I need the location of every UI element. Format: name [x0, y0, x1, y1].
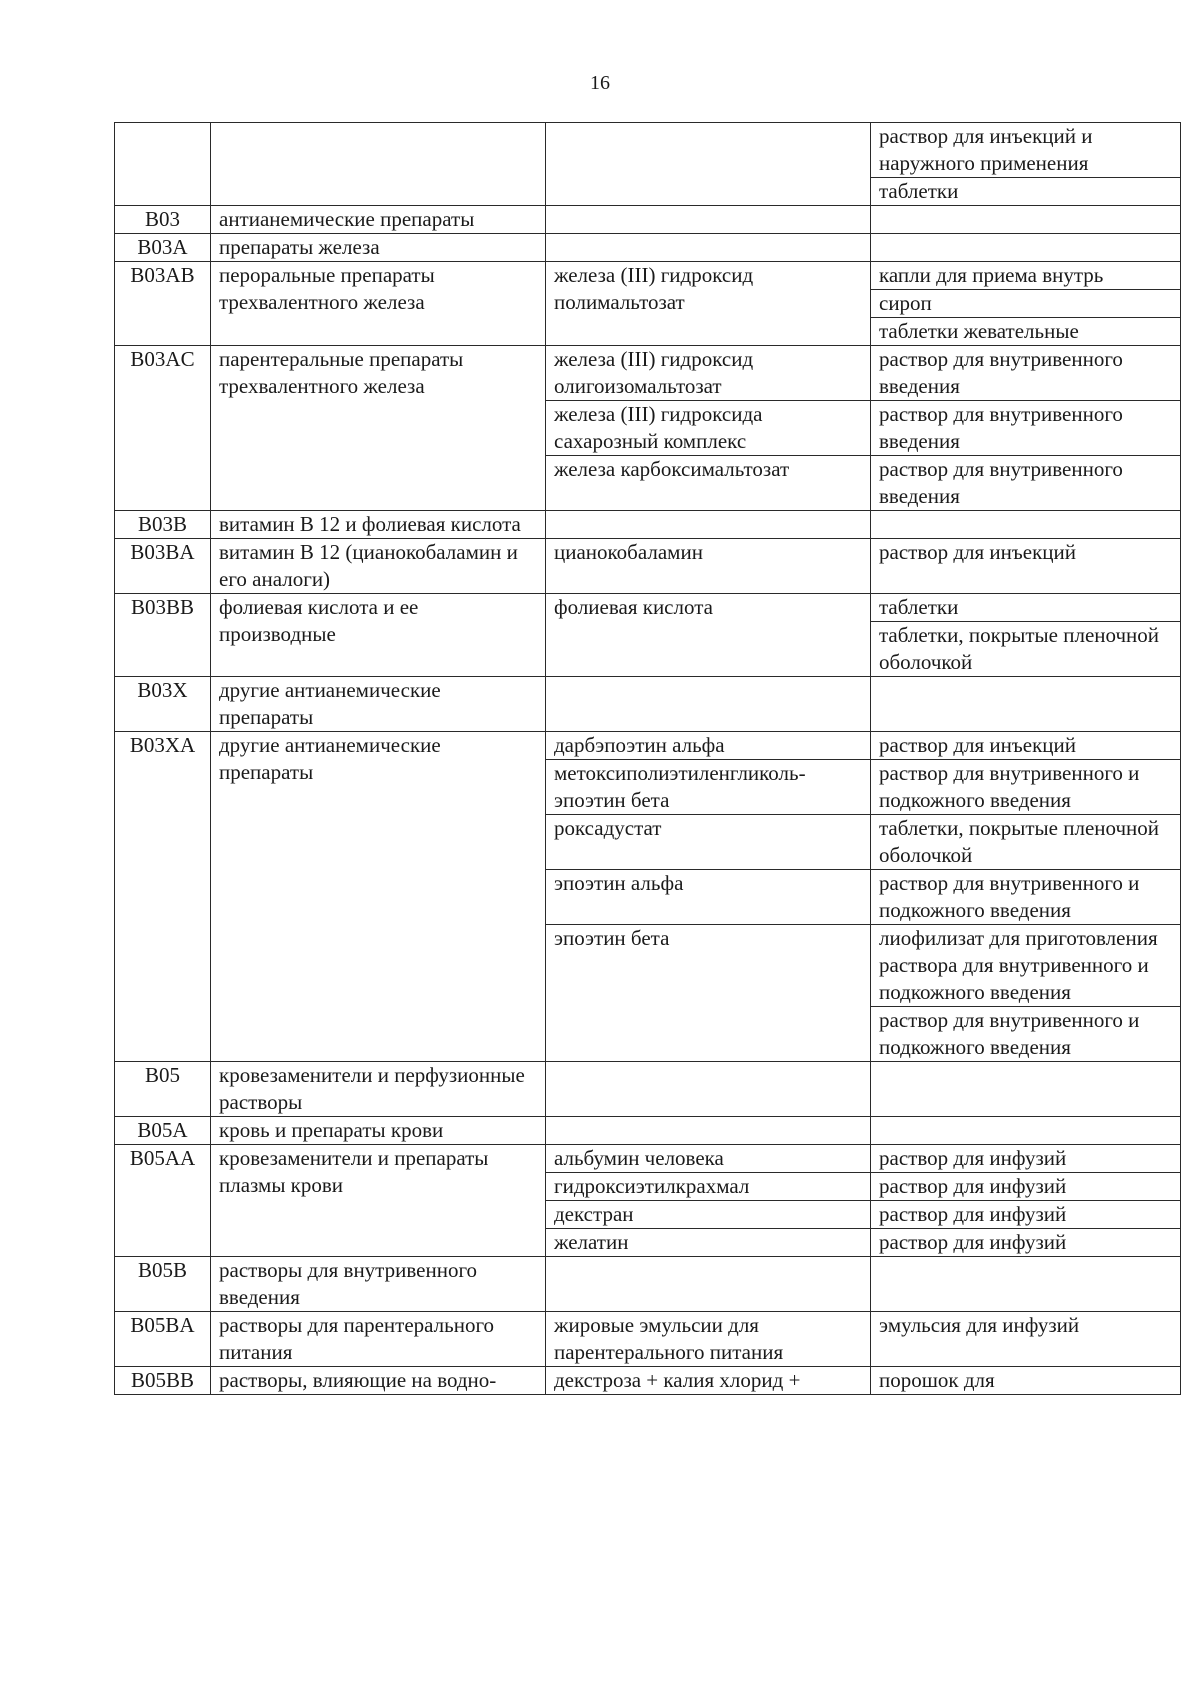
drug-name-cell: железа карбоксимальтозат — [546, 456, 871, 511]
drug-name-cell: альбумин человека — [546, 1145, 871, 1173]
dosage-form: раствор для инъекций и наружного применения — [879, 124, 1093, 175]
dosage-form — [871, 1117, 1180, 1144]
dosage-forms-cell — [871, 1312, 1181, 1367]
group-name-cell: кровезаменители и препараты плазмы крови — [211, 1145, 546, 1257]
atc-code-cell: B03AC — [115, 346, 211, 511]
group-name-cell — [211, 123, 546, 206]
dosage-form: таблетки — [871, 177, 1180, 205]
drug-name-cell: железа (III) гидроксид олигоизомальтозат — [546, 346, 871, 401]
dosage-forms-cell — [871, 511, 1181, 539]
dosage-forms-list — [871, 123, 1180, 205]
atc-code-cell: B05 — [115, 1062, 211, 1117]
table-row — [115, 206, 1181, 234]
table-row — [115, 262, 1181, 346]
group-name-cell: растворы, влияющие на водно- — [211, 1367, 546, 1395]
drug-name-cell: метоксиполиэтиленгликоль-эпоэтин бета — [546, 760, 871, 815]
group-name-cell: растворы для парентерального питания — [211, 1312, 546, 1367]
atc-code-cell: B05BA — [115, 1312, 211, 1367]
dosage-form: раствор для внутривенного введения — [879, 402, 1123, 453]
dosage-form: раствор для инъекций — [879, 733, 1076, 757]
group-name-cell: антианемические препараты — [211, 206, 546, 234]
table-row — [115, 1117, 1181, 1145]
table-row — [115, 234, 1181, 262]
dosage-form: порошок для — [879, 1368, 995, 1392]
dosage-forms-cell — [871, 262, 1181, 346]
dosage-forms-cell — [871, 401, 1181, 456]
dosage-forms-cell — [871, 206, 1181, 234]
atc-code-cell: B05BB — [115, 1367, 211, 1395]
drug-name-cell — [546, 677, 871, 732]
dosage-forms-cell — [871, 1145, 1181, 1173]
drug-table — [114, 122, 1181, 1395]
table-row — [115, 1367, 1181, 1395]
dosage-forms-list — [871, 401, 1180, 455]
dosage-form — [871, 511, 1180, 538]
dosage-forms-cell — [871, 677, 1181, 732]
drug-name-cell: дарбэпоэтин альфа — [546, 732, 871, 760]
group-name-cell: растворы для внутривенного введения — [211, 1257, 546, 1312]
dosage-forms-list — [871, 815, 1180, 869]
atc-code-cell: B03X — [115, 677, 211, 732]
dosage-forms-list — [871, 262, 1180, 345]
drug-name-cell: фолиевая кислота — [546, 594, 871, 677]
table-row — [115, 1312, 1181, 1367]
table-row — [115, 511, 1181, 539]
dosage-forms-list — [871, 1257, 1180, 1284]
dosage-forms-cell — [871, 870, 1181, 925]
dosage-forms-cell — [871, 1229, 1181, 1257]
dosage-forms-list — [871, 925, 1180, 1061]
atc-code-cell: B03A — [115, 234, 211, 262]
dosage-form — [871, 234, 1180, 261]
dosage-forms-cell — [871, 594, 1181, 677]
dosage-forms-cell — [871, 234, 1181, 262]
dosage-form: капли для приема внутрь — [879, 263, 1104, 287]
table-row — [115, 1062, 1181, 1117]
dosage-forms-list — [871, 1173, 1180, 1200]
dosage-forms-cell — [871, 456, 1181, 511]
dosage-forms-list — [871, 1229, 1180, 1256]
drug-table-body — [115, 123, 1181, 1395]
dosage-form: эмульсия для инфузий — [879, 1313, 1080, 1337]
dosage-form: лиофилизат для приготовления раствора для внутривенного и подкожного введения — [879, 926, 1158, 1004]
drug-name-cell: железа (III) гидроксида сахарозный комплекс — [546, 401, 871, 456]
dosage-form: раствор для инфузий — [879, 1174, 1067, 1198]
group-name-cell: кровь и препараты крови — [211, 1117, 546, 1145]
dosage-form: раствор для внутривенного введения — [879, 347, 1123, 398]
drug-name-cell: декстран — [546, 1201, 871, 1229]
group-name-cell: пероральные препараты трехвалентного железа — [211, 262, 546, 346]
atc-code-cell: B03AB — [115, 262, 211, 346]
atc-code-cell: B03B — [115, 511, 211, 539]
drug-name-cell: эпоэтин бета — [546, 925, 871, 1062]
group-name-cell: другие антианемические препараты — [211, 732, 546, 1062]
table-row — [115, 539, 1181, 594]
page-number: 16 — [590, 72, 610, 94]
dosage-forms-list — [871, 346, 1180, 400]
dosage-form: таблетки, покрытые пленочной оболочкой — [879, 816, 1160, 867]
atc-code-cell — [115, 123, 211, 206]
dosage-form: таблетки жевательные — [871, 317, 1180, 345]
group-name-cell: витамин В 12 (цианокобаламин и его аналоги) — [211, 539, 546, 594]
dosage-form: раствор для внутривенного введения — [879, 457, 1123, 508]
drug-name-cell: жировые эмульсии для парентерального питания — [546, 1312, 871, 1367]
drug-name-cell — [546, 123, 871, 206]
atc-code-cell: B05A — [115, 1117, 211, 1145]
dosage-form: таблетки, покрытые пленочной оболочкой — [871, 621, 1180, 676]
dosage-forms-cell — [871, 1117, 1181, 1145]
group-name-cell: витамин В 12 и фолиевая кислота — [211, 511, 546, 539]
dosage-forms-list — [871, 594, 1180, 676]
drug-name-cell: гидроксиэтилкрахмал — [546, 1173, 871, 1201]
atc-code-cell: B03BA — [115, 539, 211, 594]
dosage-forms-cell — [871, 732, 1181, 760]
dosage-forms-list — [871, 234, 1180, 261]
drug-name-cell: декстроза + калия хлорид + — [546, 1367, 871, 1395]
atc-code-cell: B03XA — [115, 732, 211, 1062]
drug-name-cell: эпоэтин альфа — [546, 870, 871, 925]
dosage-forms-list — [871, 1117, 1180, 1144]
dosage-forms-list — [871, 1312, 1180, 1339]
dosage-forms-cell — [871, 539, 1181, 594]
table-row — [115, 346, 1181, 401]
dosage-form: раствор для инфузий — [879, 1230, 1067, 1254]
dosage-form: таблетки — [879, 595, 959, 619]
drug-name-cell: цианокобаламин — [546, 539, 871, 594]
group-name-cell: препараты железа — [211, 234, 546, 262]
dosage-forms-cell — [871, 346, 1181, 401]
table-row — [115, 1145, 1181, 1173]
dosage-forms-list — [871, 677, 1180, 704]
table-row — [115, 594, 1181, 677]
dosage-forms-list — [871, 456, 1180, 510]
dosage-forms-cell — [871, 1201, 1181, 1229]
table-row — [115, 677, 1181, 732]
dosage-form — [871, 206, 1180, 233]
dosage-forms-list — [871, 511, 1180, 538]
group-name-cell: кровезаменители и перфузионные растворы — [211, 1062, 546, 1117]
atc-code-cell: B03 — [115, 206, 211, 234]
dosage-form — [871, 677, 1180, 704]
dosage-form: раствор для инъекций — [879, 540, 1076, 564]
dosage-forms-cell — [871, 123, 1181, 206]
dosage-forms-list — [871, 1145, 1180, 1172]
dosage-form — [871, 1062, 1180, 1089]
drug-name-cell — [546, 1117, 871, 1145]
table-row — [115, 1257, 1181, 1312]
dosage-form: раствор для внутривенного и подкожного введения — [879, 871, 1140, 922]
dosage-forms-list — [871, 1367, 1180, 1394]
dosage-forms-list — [871, 760, 1180, 814]
dosage-forms-cell — [871, 1367, 1181, 1395]
group-name-cell: фолиевая кислота и ее производные — [211, 594, 546, 677]
drug-name-cell — [546, 206, 871, 234]
dosage-forms-list — [871, 1062, 1180, 1089]
dosage-form — [871, 1257, 1180, 1284]
dosage-form: раствор для инфузий — [879, 1202, 1067, 1226]
table-row — [115, 732, 1181, 760]
dosage-forms-cell — [871, 1173, 1181, 1201]
drug-name-cell: железа (III) гидроксид полимальтозат — [546, 262, 871, 346]
atc-code-cell: B03BB — [115, 594, 211, 677]
drug-name-cell — [546, 511, 871, 539]
dosage-forms-list — [871, 1201, 1180, 1228]
dosage-forms-cell — [871, 815, 1181, 870]
dosage-form: раствор для инфузий — [879, 1146, 1067, 1170]
dosage-forms-cell — [871, 760, 1181, 815]
group-name-cell: другие антианемические препараты — [211, 677, 546, 732]
drug-name-cell — [546, 234, 871, 262]
dosage-form: раствор для внутривенного и подкожного введения — [871, 1006, 1180, 1061]
dosage-form: сироп — [871, 289, 1180, 317]
group-name-cell: парентеральные препараты трехвалентного железа — [211, 346, 546, 511]
dosage-forms-cell — [871, 1257, 1181, 1312]
dosage-forms-list — [871, 539, 1180, 566]
dosage-forms-list — [871, 206, 1180, 233]
table-row — [115, 123, 1181, 206]
dosage-forms-list — [871, 732, 1180, 759]
dosage-form: раствор для внутривенного и подкожного введения — [879, 761, 1140, 812]
dosage-forms-cell — [871, 1062, 1181, 1117]
drug-name-cell: роксадустат — [546, 815, 871, 870]
dosage-forms-cell — [871, 925, 1181, 1062]
atc-code-cell: B05B — [115, 1257, 211, 1312]
atc-code-cell: B05AA — [115, 1145, 211, 1257]
dosage-forms-list — [871, 870, 1180, 924]
drug-name-cell — [546, 1257, 871, 1312]
drug-name-cell — [546, 1062, 871, 1117]
drug-name-cell: желатин — [546, 1229, 871, 1257]
